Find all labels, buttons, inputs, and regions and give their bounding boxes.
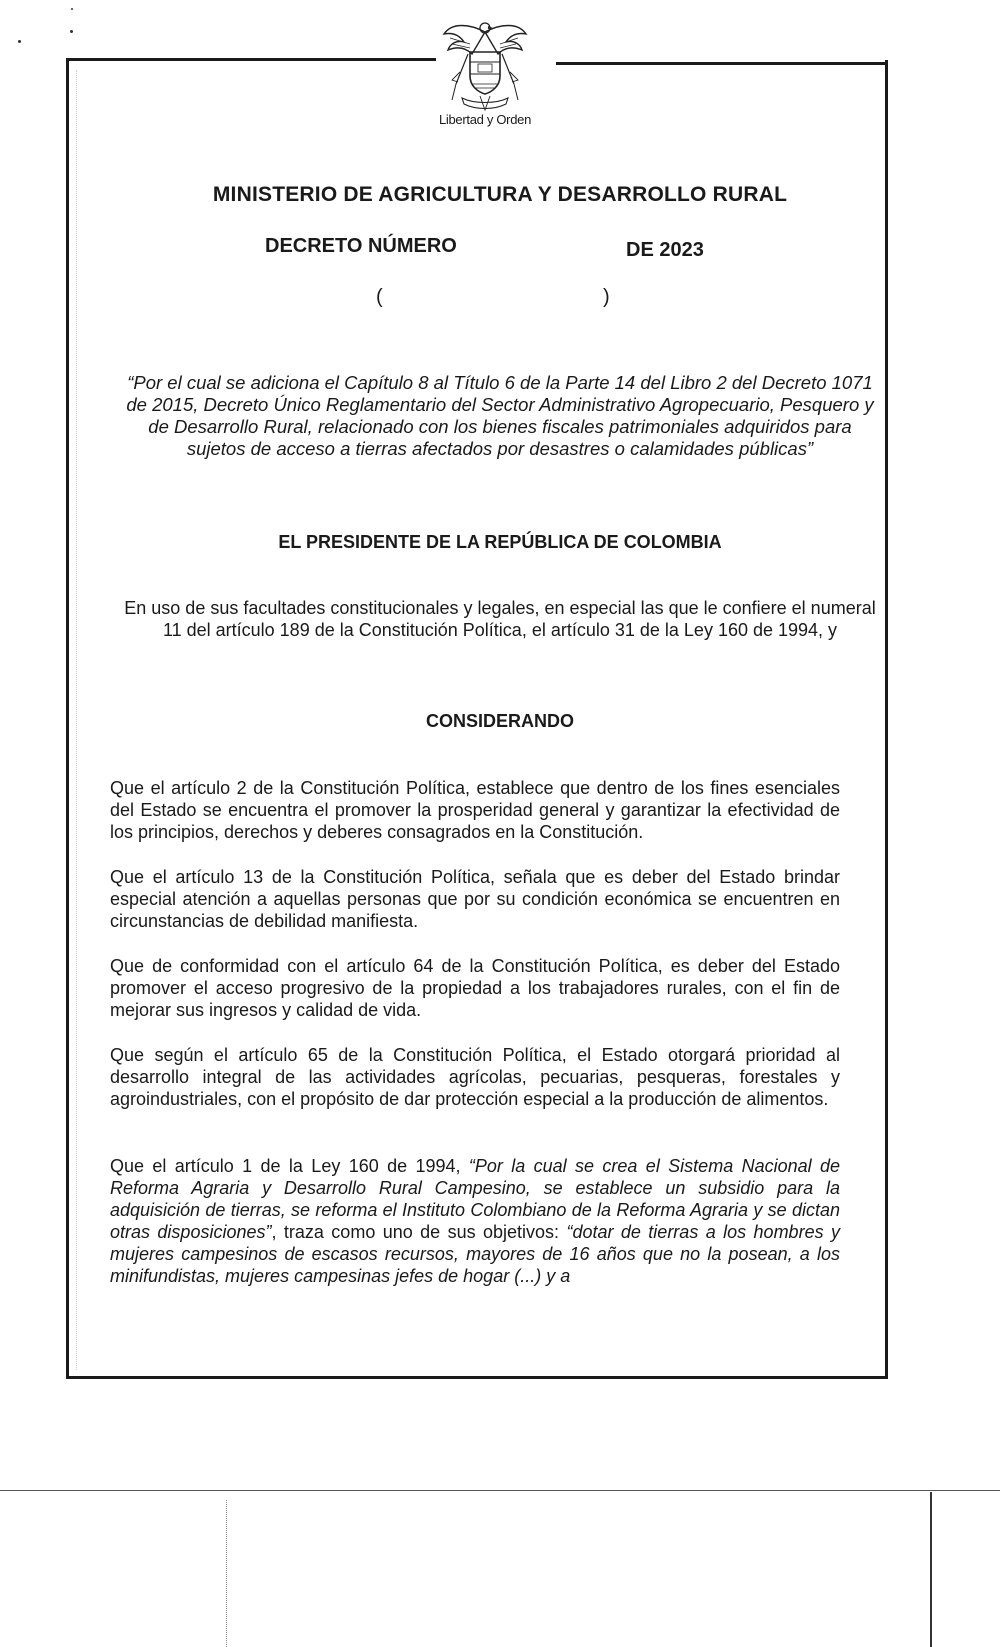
decree-title: “Por el cual se adiciona el Capítulo 8 al Título 6 de la Parte 14 del Libro 2 del Decreto 1071 de 2015, Decreto Único Reglamentario del Sector Administrativo Agropecuario, Pesquero y de Desarrollo Rural, relacionado con los bienes fiscales patrimoniales adquiridos para sujetos de acceso a tierras afectados por desastres o calamidades públicas” bbox=[126, 372, 874, 459]
ministry-heading: MINISTERIO DE AGRICULTURA Y DESARROLLO RURAL bbox=[212, 183, 788, 206]
considering-paragraph: Que el artículo 2 de la Constitución Política, establece que dentro de los fines esenciales del Estado se encuentra el promover la prosperidad general y garantizar la efectividad de los principios, derechos y deberes consagrados en la Constitución. bbox=[110, 778, 840, 842]
motto: Libertad y Orden bbox=[438, 112, 532, 127]
scan-bottom-vertical-line bbox=[930, 1492, 932, 1647]
scan-bottom-line bbox=[0, 1490, 1000, 1491]
considering-paragraph: Que el artículo 13 de la Constitución Política, señala que es deber del Estado brindar especial atención a aquellas personas que por su condición económica se encuentren en circunstancias de debilidad manifiesta. bbox=[110, 867, 840, 931]
paragraph-text: , traza como uno de sus objetivos: bbox=[271, 1222, 567, 1242]
decree-number-paren-close: ) bbox=[603, 286, 610, 308]
scan-speck bbox=[70, 30, 73, 33]
decree-year: DE 2023 bbox=[626, 239, 704, 261]
president-heading: EL PRESIDENTE DE LA REPÚBLICA DE COLOMBIA bbox=[278, 532, 722, 552]
decree-number-paren-open: ( bbox=[376, 286, 383, 308]
considering-paragraph bbox=[110, 1155, 840, 1287]
considering-paragraph: Que de conformidad con el artículo 64 de la Constitución Política, es deber del Estado promover el acceso progresivo de la propiedad a los trabajadores rurales, con el fin de mejorar sus ingresos y calidad de vida. bbox=[110, 956, 840, 1020]
scan-speck bbox=[71, 8, 73, 10]
paragraph-text: Que el artículo 1 de la Ley 160 de 1994, bbox=[110, 1156, 469, 1176]
preamble: En uso de sus facultades constitucionales y legales, en especial las que le confiere el numeral 11 del artículo 189 de la Constitución Política, el artículo 31 de la Ley 160 de 1994, y bbox=[124, 598, 876, 640]
decree-number-label: DECRETO NÚMERO bbox=[265, 235, 457, 257]
scan-bottom-dotted-line bbox=[226, 1500, 227, 1647]
objective-quote: “dotar de tierras a los hombres y mujeres campesinos de escasos recursos, mayores de 16 años que no la posean, a los minifundistas, mujeres campesinas jefes de hogar (...) y a bbox=[110, 1222, 840, 1286]
considering-paragraph: Que según el artículo 65 de la Constitución Política, el Estado otorgará prioridad al desarrollo integral de las actividades agrícolas, pecuarias, pesqueras, forestales y agroindustriales, con el propósito de dar protección especial a la producción de alimentos. bbox=[110, 1045, 840, 1109]
scan-speck bbox=[18, 40, 21, 43]
considering-heading: CONSIDERANDO bbox=[425, 711, 574, 731]
scan-margin-dots bbox=[76, 70, 79, 1370]
coat-of-arms-icon bbox=[440, 14, 530, 114]
law-title-quote: “Por la cual se crea el Sistema Nacional de Reforma Agraria y Desarrollo Rural Campesino, se establece un subsidio para la adquisición de tierras, se reforma el Instituto Colombiano de la Reforma Agraria y se dictan otras disposiciones” bbox=[110, 1156, 840, 1242]
